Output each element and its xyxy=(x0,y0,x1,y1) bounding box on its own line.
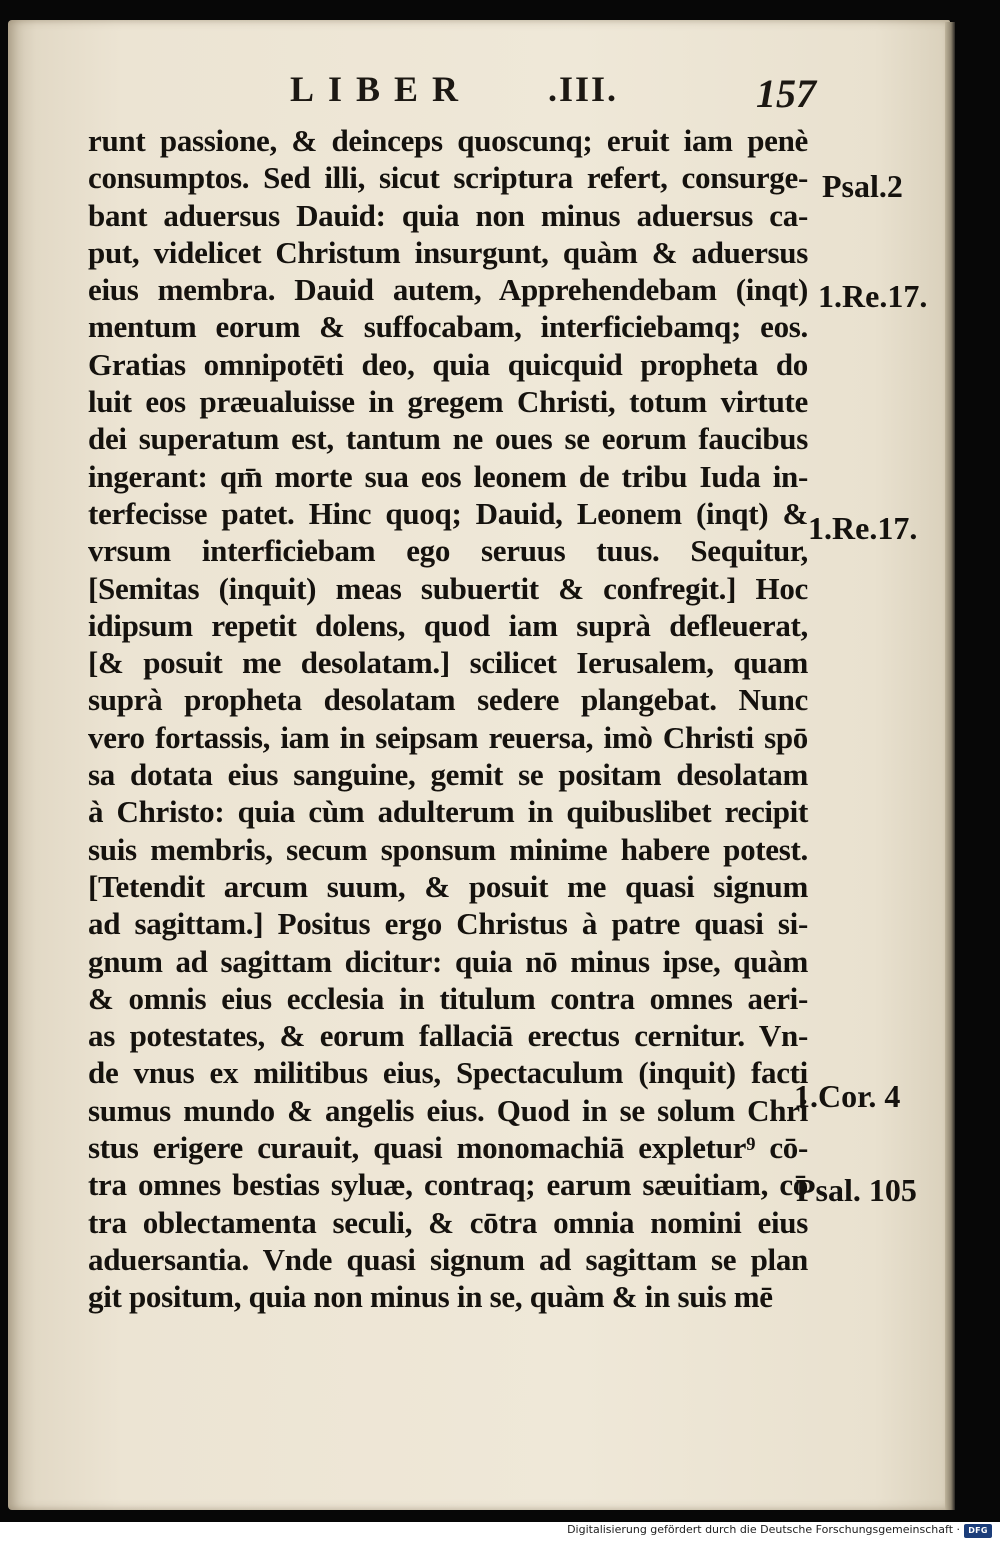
text-line: sa dotata eius sanguine, gemit se positam desolatam xyxy=(88,757,808,793)
margin-note: Psal.2 xyxy=(822,168,903,204)
text-line: terfecisse patet. Hinc quoq; Dauid, Leonem (inqt) & xyxy=(88,495,808,531)
text-line: [& posuit me desolatam.] scilicet Ierusalem, quam xyxy=(88,645,808,681)
text-line: [Tetendit arcum suum, & posuit me quasi signum xyxy=(88,868,808,904)
text-line: stus erigere curauit, quasi monomachiā expletur⁹ cō- xyxy=(88,1130,808,1166)
text-line: dei superatum est, tantum ne oues se eorum faucibus xyxy=(88,421,808,457)
page-number: 157 xyxy=(756,71,816,116)
text-line: ad sagittam.] Positus ergo Christus à patre quasi si- xyxy=(88,906,808,942)
text-line: idipsum repetit dolens, quod iam suprà defleuerat, xyxy=(88,607,808,643)
text-line: & omnis eius ecclesia in titulum contra omnes aeri- xyxy=(88,980,808,1016)
text-line: vero fortassis, iam in seipsam reuersa, imò Christi spō xyxy=(88,719,808,755)
margin-note: 1.Re.17. xyxy=(808,510,918,546)
margin-note: Psal. 105 xyxy=(796,1172,917,1208)
running-head: LIBER xyxy=(290,69,473,109)
text-line: vrsum interficiebam ego seruus tuus. Sequitur, xyxy=(88,533,808,569)
text-line: put, videlicet Christum insurgunt, quàm & aduersus xyxy=(88,234,808,270)
text-line: as potestates, & eorum fallaciā erectus cernitur. Vn- xyxy=(88,1018,808,1054)
text-line: suprà propheta desolatam sedere plangebat. Nunc xyxy=(88,682,808,718)
text-line: aduersantia. Vnde quasi signum ad sagittam se plan xyxy=(88,1241,808,1277)
body-text xyxy=(88,122,808,1316)
text-line: bant aduersus Dauid: quia non minus aduersus ca- xyxy=(88,197,808,233)
text-line: eius membra. Dauid autem, Apprehendebam (inqt) xyxy=(88,272,808,308)
text-line: à Christo: quia cùm adulterum in quibuslibet recipit xyxy=(88,794,808,830)
text-line: git positum, quia non minus in se, quàm & in suis mē xyxy=(88,1279,773,1315)
text-line: suis membris, secum sponsum minime habere potest. xyxy=(88,831,808,867)
margin-note: 1.Cor. 4 xyxy=(794,1078,901,1114)
funding-credit: Digitalisierung gefördert durch die Deutsche Forschungsgemeinschaft · xyxy=(567,1523,960,1536)
text-line: luit eos præualuisse in gregem Christi, totum virtute xyxy=(88,384,808,420)
footer-bar xyxy=(0,1522,1000,1541)
text-line: sumus mundo & angelis eius. Quod in se solum Chri xyxy=(88,1092,808,1128)
text-line: mentum eorum & suffocabam, interficiebamq; eos. xyxy=(88,309,808,345)
text-line: consumptos. Sed illi, sicut scriptura refert, consurge- xyxy=(88,160,808,196)
text-line: ingerant: qm̄ morte sua eos leonem de tribu Iuda in- xyxy=(88,458,808,494)
text-line: Gratias omnipotēti deo, quia quicquid propheta do xyxy=(88,346,808,382)
page-edge xyxy=(945,22,955,1510)
page-header xyxy=(0,68,1000,116)
text-line: gnum ad sagittam dicitur: quia nō minus ipse, quàm xyxy=(88,943,808,979)
text-line: tra omnes bestias syluæ, contraq; earum sæuitiam, cō xyxy=(88,1167,808,1203)
text-line: de vnus ex militibus eius, Spectaculum (inquit) facti xyxy=(88,1055,808,1091)
text-line: [Semitas (inquit) meas subuertit & confregit.] Hoc xyxy=(88,570,808,606)
book-number: .III. xyxy=(548,69,619,109)
text-line: tra oblectamenta seculi, & cōtra omnia nomini eius xyxy=(88,1204,808,1240)
margin-note: 1.Re.17. xyxy=(818,278,928,314)
text-line: runt passione, & deinceps quoscunq; eruit iam penè xyxy=(88,123,808,158)
dfg-logo-icon: DFG xyxy=(964,1524,992,1538)
